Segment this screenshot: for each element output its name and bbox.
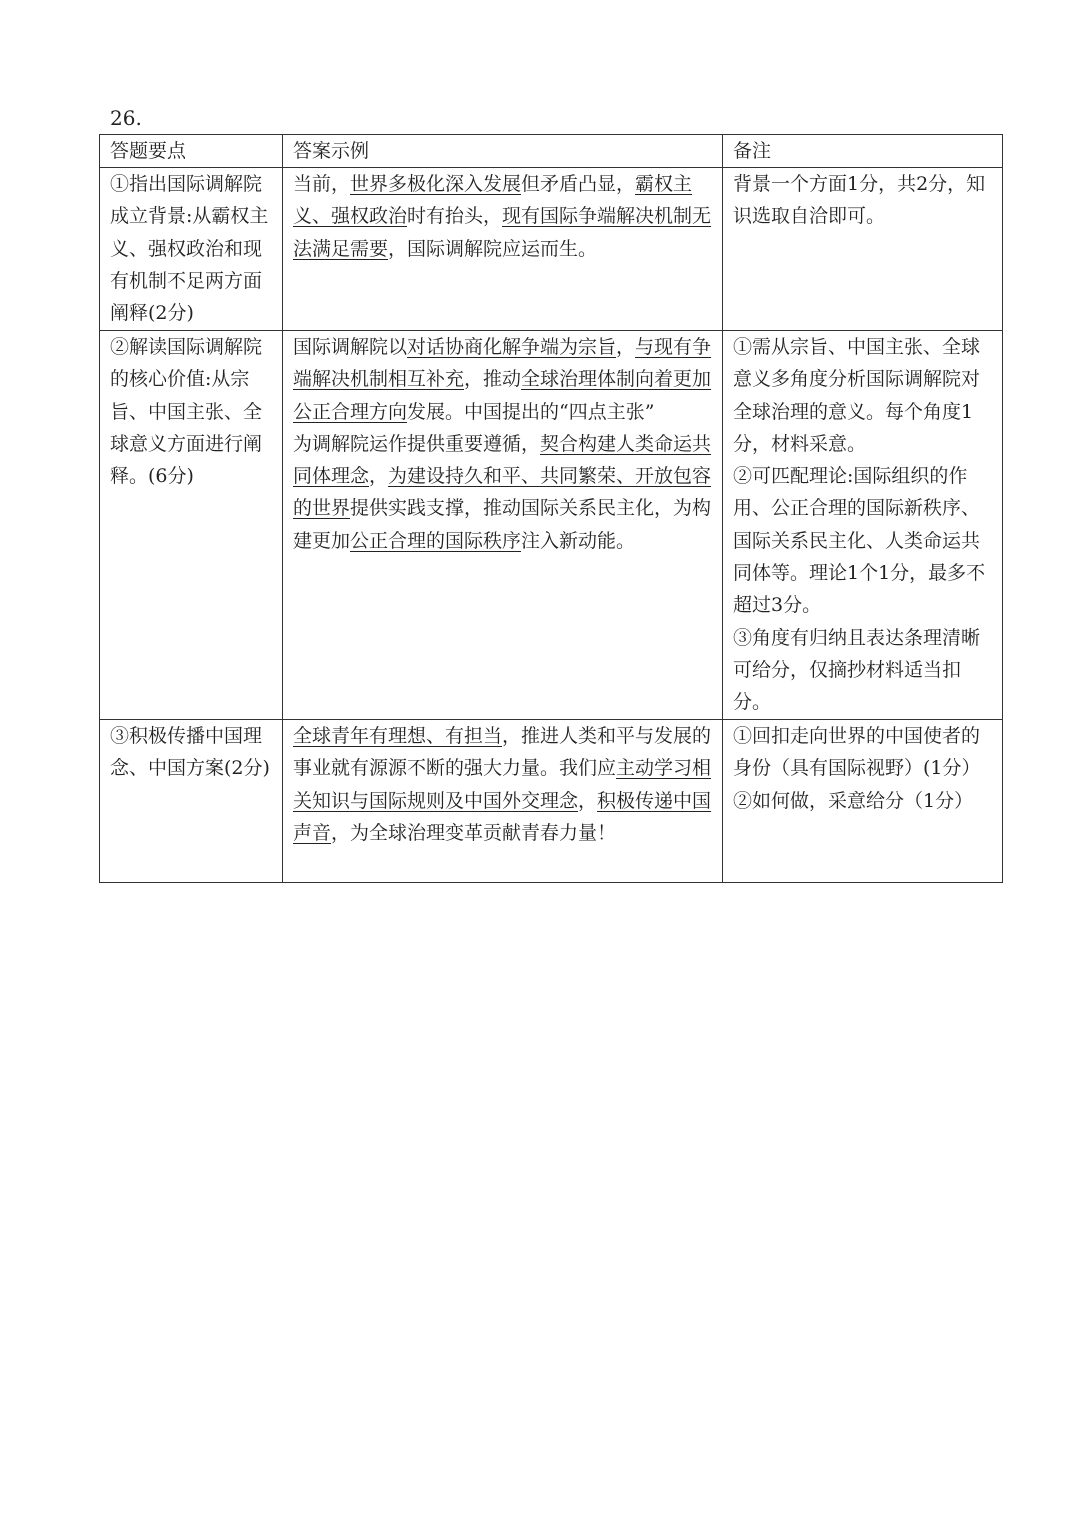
underlined-key-phrase: 现有国际争端解决机制无法满足需要	[293, 205, 712, 260]
table-header-row	[100, 135, 1003, 168]
answer-text: ，推动	[464, 368, 522, 391]
key-point-cell: ②解读国际调解院的核心价值:从宗旨、中国主张、全球意义方面进行阐释。(6分)	[100, 331, 283, 720]
note-cell	[723, 168, 1003, 331]
answer-text: ，	[369, 465, 389, 488]
answer-table	[99, 134, 1003, 883]
answer-cell	[283, 168, 723, 331]
answer-text: ，	[578, 789, 598, 812]
underlined-key-phrase: 公正合理的国际秩序	[350, 529, 522, 552]
answer-cell	[283, 720, 723, 883]
answer-text: ，推进人类和平与发展的事业就有源源不断的强大力量。我们应	[293, 725, 712, 780]
underlined-key-phrase: 契合构建人类命运共同体理念	[293, 432, 712, 488]
key-point-cell: ①指出国际调解院成立背景:从霸权主义、强权政治和现有机制不足两方面阐释(2分)	[100, 168, 283, 331]
note-paragraph: ①需从宗旨、中国主张、全球意义多角度分析国际调解院对全球治理的意义。每个角度1分，材料采意。	[733, 336, 981, 455]
note-paragraph: ①回扣走向世界的中国使者的身份（具有国际视野）(1分）②如何做，采意给分（1分）	[733, 725, 981, 812]
header-notes: 备注	[723, 135, 1003, 168]
answer-text: 时有抬头，	[407, 205, 503, 228]
header-key-points: 答题要点	[100, 135, 283, 168]
answer-text: 当前，	[293, 173, 351, 195]
underlined-key-phrase: 与现有争端解决机制相互补充	[293, 336, 712, 391]
underlined-key-phrase: 世界多极化深入发展	[350, 173, 522, 195]
underlined-key-phrase: 霸权主义、强权政治	[293, 173, 693, 228]
underlined-key-phrase: 主动学习相关知识与国际规则及中国外交理念	[293, 757, 712, 812]
underlined-key-phrase: 全球治理体制向着更加公正合理方向	[293, 368, 712, 423]
header-answer-example: 答案示例	[283, 135, 723, 168]
table-row	[100, 720, 1003, 883]
underlined-key-phrase: 对话协商化解争端为宗旨	[407, 336, 617, 358]
note-cell	[723, 331, 1003, 720]
table-row	[100, 168, 1003, 331]
note-cell	[723, 720, 1003, 883]
answer-text: 但矛盾凸显，	[521, 173, 636, 195]
note-paragraph: 背景一个方面1分，共2分，知识选取自洽即可。	[733, 173, 986, 228]
answer-text: 注入新动能。	[521, 529, 636, 552]
answer-text: ，为全球治理变革贡献青春力量！	[331, 821, 617, 844]
note-paragraph: ②可匹配理论:国际组织的作用、公正合理的国际新秩序、国际关系民主化、人类命运共同体等。理论1个1分，最多不超过3分。	[733, 465, 986, 617]
key-point-cell: ③积极传播中国理念、中国方案(2分)	[100, 720, 283, 883]
question-number: 26.	[110, 106, 142, 130]
answer-cell	[283, 331, 723, 720]
answer-text: ，	[616, 336, 636, 358]
answer-text: 国际调解院以	[293, 336, 408, 358]
answer-text: ，国际调解院应运而生。	[388, 237, 598, 260]
answer-text: 发展。中国提出的“四点主张”	[407, 400, 655, 423]
underlined-key-phrase: 积极传递中国声音	[293, 789, 712, 844]
answer-text: 提供实践支撑，推动国际关系民主化，为构建更加	[293, 497, 712, 552]
underlined-key-phrase: 全球青年有理想、有担当	[293, 725, 503, 747]
answer-text: 为调解院运作提供重要遵循，	[293, 432, 541, 455]
underlined-key-phrase: 为建设持久和平、共同繁荣、开放包容的世界	[293, 465, 712, 520]
note-paragraph: ③角度有归纳且表达条理清晰可给分，仅摘抄材料适当扣分。	[733, 626, 981, 714]
table-row	[100, 331, 1003, 720]
